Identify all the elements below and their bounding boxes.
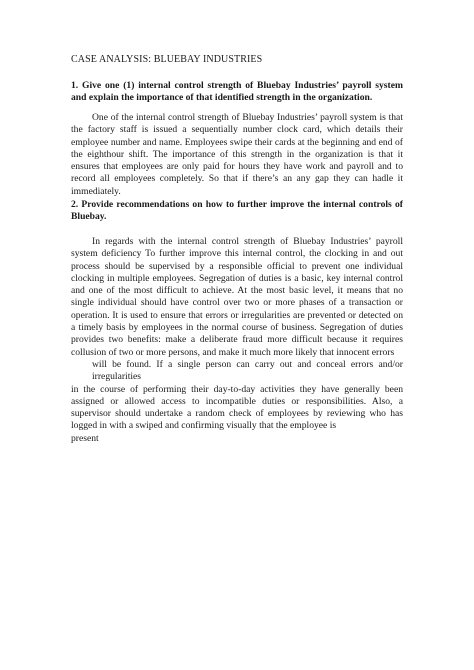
answer-2-line: present xyxy=(71,432,99,444)
answer-2-line: a timely basis by employees in the normal course of business. Segregation of duties xyxy=(71,322,403,334)
question-2-line: Bluebay. xyxy=(71,211,107,223)
answer-2-line: in the course of performing their day-to-day activities they have generally been xyxy=(71,383,403,395)
answer-2-line: single individual should have control over two or more phases of a transaction or xyxy=(71,297,403,309)
answer-1-paragraph xyxy=(71,112,403,198)
answer-2-line: supervisor should undertake a random check of employees by reviewing who has xyxy=(71,408,403,420)
answer-2-line: provides two benefits: make a deliberate fraud more difficult because it requires xyxy=(71,334,403,346)
answer-1-line: the factory staff is issued a sequentially number clock card, which details their xyxy=(71,124,403,136)
answer-2-line: will be found. If a single person can carry out and conceal errors and/or irregularities xyxy=(92,358,403,383)
answer-2-line: collusion of two or more persons, and make it much more likely that innocent errors xyxy=(71,346,395,358)
answer-2-line: and one of the most difficult to achieve. At the most basic level, it means that no xyxy=(71,285,403,297)
answer-2-line: process should be supervised by a responsible official to prevent one individual xyxy=(71,260,403,272)
document-title xyxy=(71,54,403,66)
answer-2-line: operation. It is used to ensure that errors or irregularities are prevented or detected on xyxy=(71,309,403,321)
answer-2-line: assigned or allowed access to incompatible duties or responsibilities. Also, a xyxy=(71,395,403,407)
answer-1-line: immediately. xyxy=(71,185,121,197)
answer-1-line: employee number and name. Employees swipe their cards at the beginning and end of xyxy=(71,136,403,148)
question-2 xyxy=(71,199,403,224)
answer-2-line: In regards with the internal control strength of Bluebay Industries’ payroll xyxy=(92,236,403,247)
question-2-line: 2. Provide recommendations on how to further improve the internal controls of xyxy=(71,199,403,210)
answer-1-line: the eighthour shift. The importance of this strength in the organization is that it xyxy=(71,148,403,160)
answer-2-line: logged in with a swiped and confirming visually that the employee is xyxy=(71,420,337,432)
answer-1-line: record all employees completely. So that if there’s an any gap they can hadle it xyxy=(71,173,403,185)
answer-1-line: One of the internal control strength of Bluebay Industries’ payroll system is that xyxy=(92,112,403,123)
answer-2-line: clocking in multiple employees. Segregation of duties is a basic, key internal control xyxy=(71,272,403,284)
title-text: CASE ANALYSIS: BLUEBAY INDUSTRIES xyxy=(71,54,263,65)
answer-1-line: ensures that employees are only paid for hours they have work and payroll and to xyxy=(71,161,403,173)
answer-2-line: system deficiency To further improve this internal control, the clocking in and out xyxy=(71,248,403,260)
answer-2-paragraph xyxy=(71,236,403,445)
question-1 xyxy=(71,80,403,105)
question-1-line: and explain the importance of that identified strength in the organization. xyxy=(71,92,373,104)
question-1-line: 1. Give one (1) internal control strength of Bluebay Industries’ payroll system xyxy=(71,80,403,91)
